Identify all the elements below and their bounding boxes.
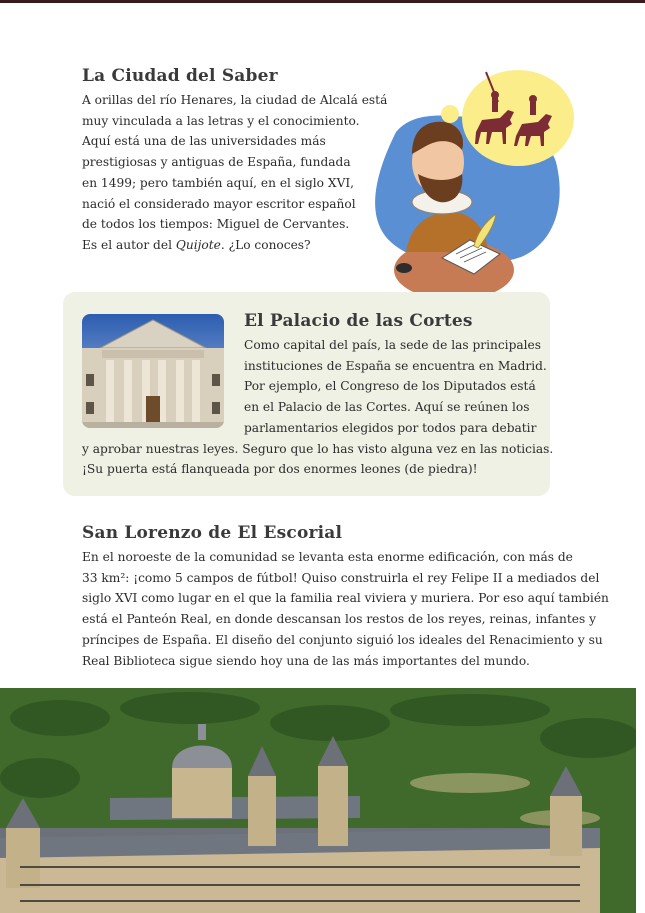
paragraph-line: nació el considerado mayor escritor español	[82, 196, 356, 211]
book-title: Quijote	[175, 237, 221, 252]
paragraph-line: muy vinculada a las letras y el conocimiento.	[82, 113, 360, 128]
paragraph-line: parlamentarios elegidos por todos para debatir	[244, 420, 537, 435]
paragraph-line: Real Biblioteca sigue siendo hoy una de las más importantes del mundo.	[82, 653, 530, 668]
paragraph-line: siglo XVI como lugar en el que la familia real viviera y muriera. Por eso aquí también	[82, 591, 609, 606]
escorial-photo	[0, 688, 636, 913]
text-fragment: Es el autor del	[82, 237, 176, 252]
section-paragraph	[82, 90, 388, 256]
section-palacio-de-las-cortes	[82, 311, 554, 480]
paragraph-line: príncipes de España. El diseño del conjunto siguió los ideales del Renacimiento y su	[82, 632, 603, 647]
thought-dot	[441, 105, 459, 123]
inkwell-icon	[396, 263, 412, 273]
section-title: El Palacio de las Cortes	[244, 311, 473, 331]
section-title: La Ciudad del Saber	[82, 66, 278, 86]
thought-bubble	[462, 70, 574, 166]
section-ciudad-del-saber	[82, 66, 388, 256]
paragraph-line: está el Panteón Real, en donde descansan los restos de los reyes, reinas, infantes y	[82, 612, 596, 627]
paragraph-line: Como capital del país, la sede de las principales	[244, 338, 542, 352]
section-escorial	[82, 523, 609, 671]
paragraph-line: instituciones de España se encuentra en Madrid.	[244, 358, 547, 373]
paragraph-line: de todos los tiempos: Miguel de Cervantes.	[82, 217, 350, 232]
paragraph-line: prestigiosas y antiguas de España, fundada	[82, 155, 351, 170]
section-paragraph	[82, 335, 554, 480]
section-title: San Lorenzo de El Escorial	[82, 523, 343, 543]
paragraph-line: Aquí está una de las universidades más	[82, 134, 326, 149]
text-fragment: . ¿Lo conoces?	[220, 237, 311, 252]
paragraph-line: A orillas del río Henares, la ciudad de Alcalá está	[82, 93, 388, 107]
paragraph-line: en 1499; pero también aquí, en el siglo XVI,	[82, 175, 355, 190]
paragraph-line	[82, 235, 382, 256]
top-border	[0, 0, 645, 3]
paragraph-line: en el Palacio de las Cortes. Aquí se reúnen los	[244, 400, 530, 415]
cervantes-illustration	[356, 62, 578, 306]
paragraph-line: ¡Su puerta está flanqueada por dos enormes leones (de piedra)!	[82, 462, 478, 477]
paragraph-line: Por ejemplo, el Congreso de los Diputados está	[244, 379, 536, 394]
section-paragraph	[82, 547, 609, 671]
paragraph-line: 33 km²: ¡como 5 campos de fútbol! Quiso construirla el rey Felipe II a mediados del	[82, 570, 600, 585]
paragraph-line: y aprobar nuestras leyes. Seguro que lo has visto alguna vez en las noticias.	[82, 441, 554, 456]
paragraph-line: En el noroeste de la comunidad se levanta esta enorme edificación, con más de	[82, 550, 573, 564]
